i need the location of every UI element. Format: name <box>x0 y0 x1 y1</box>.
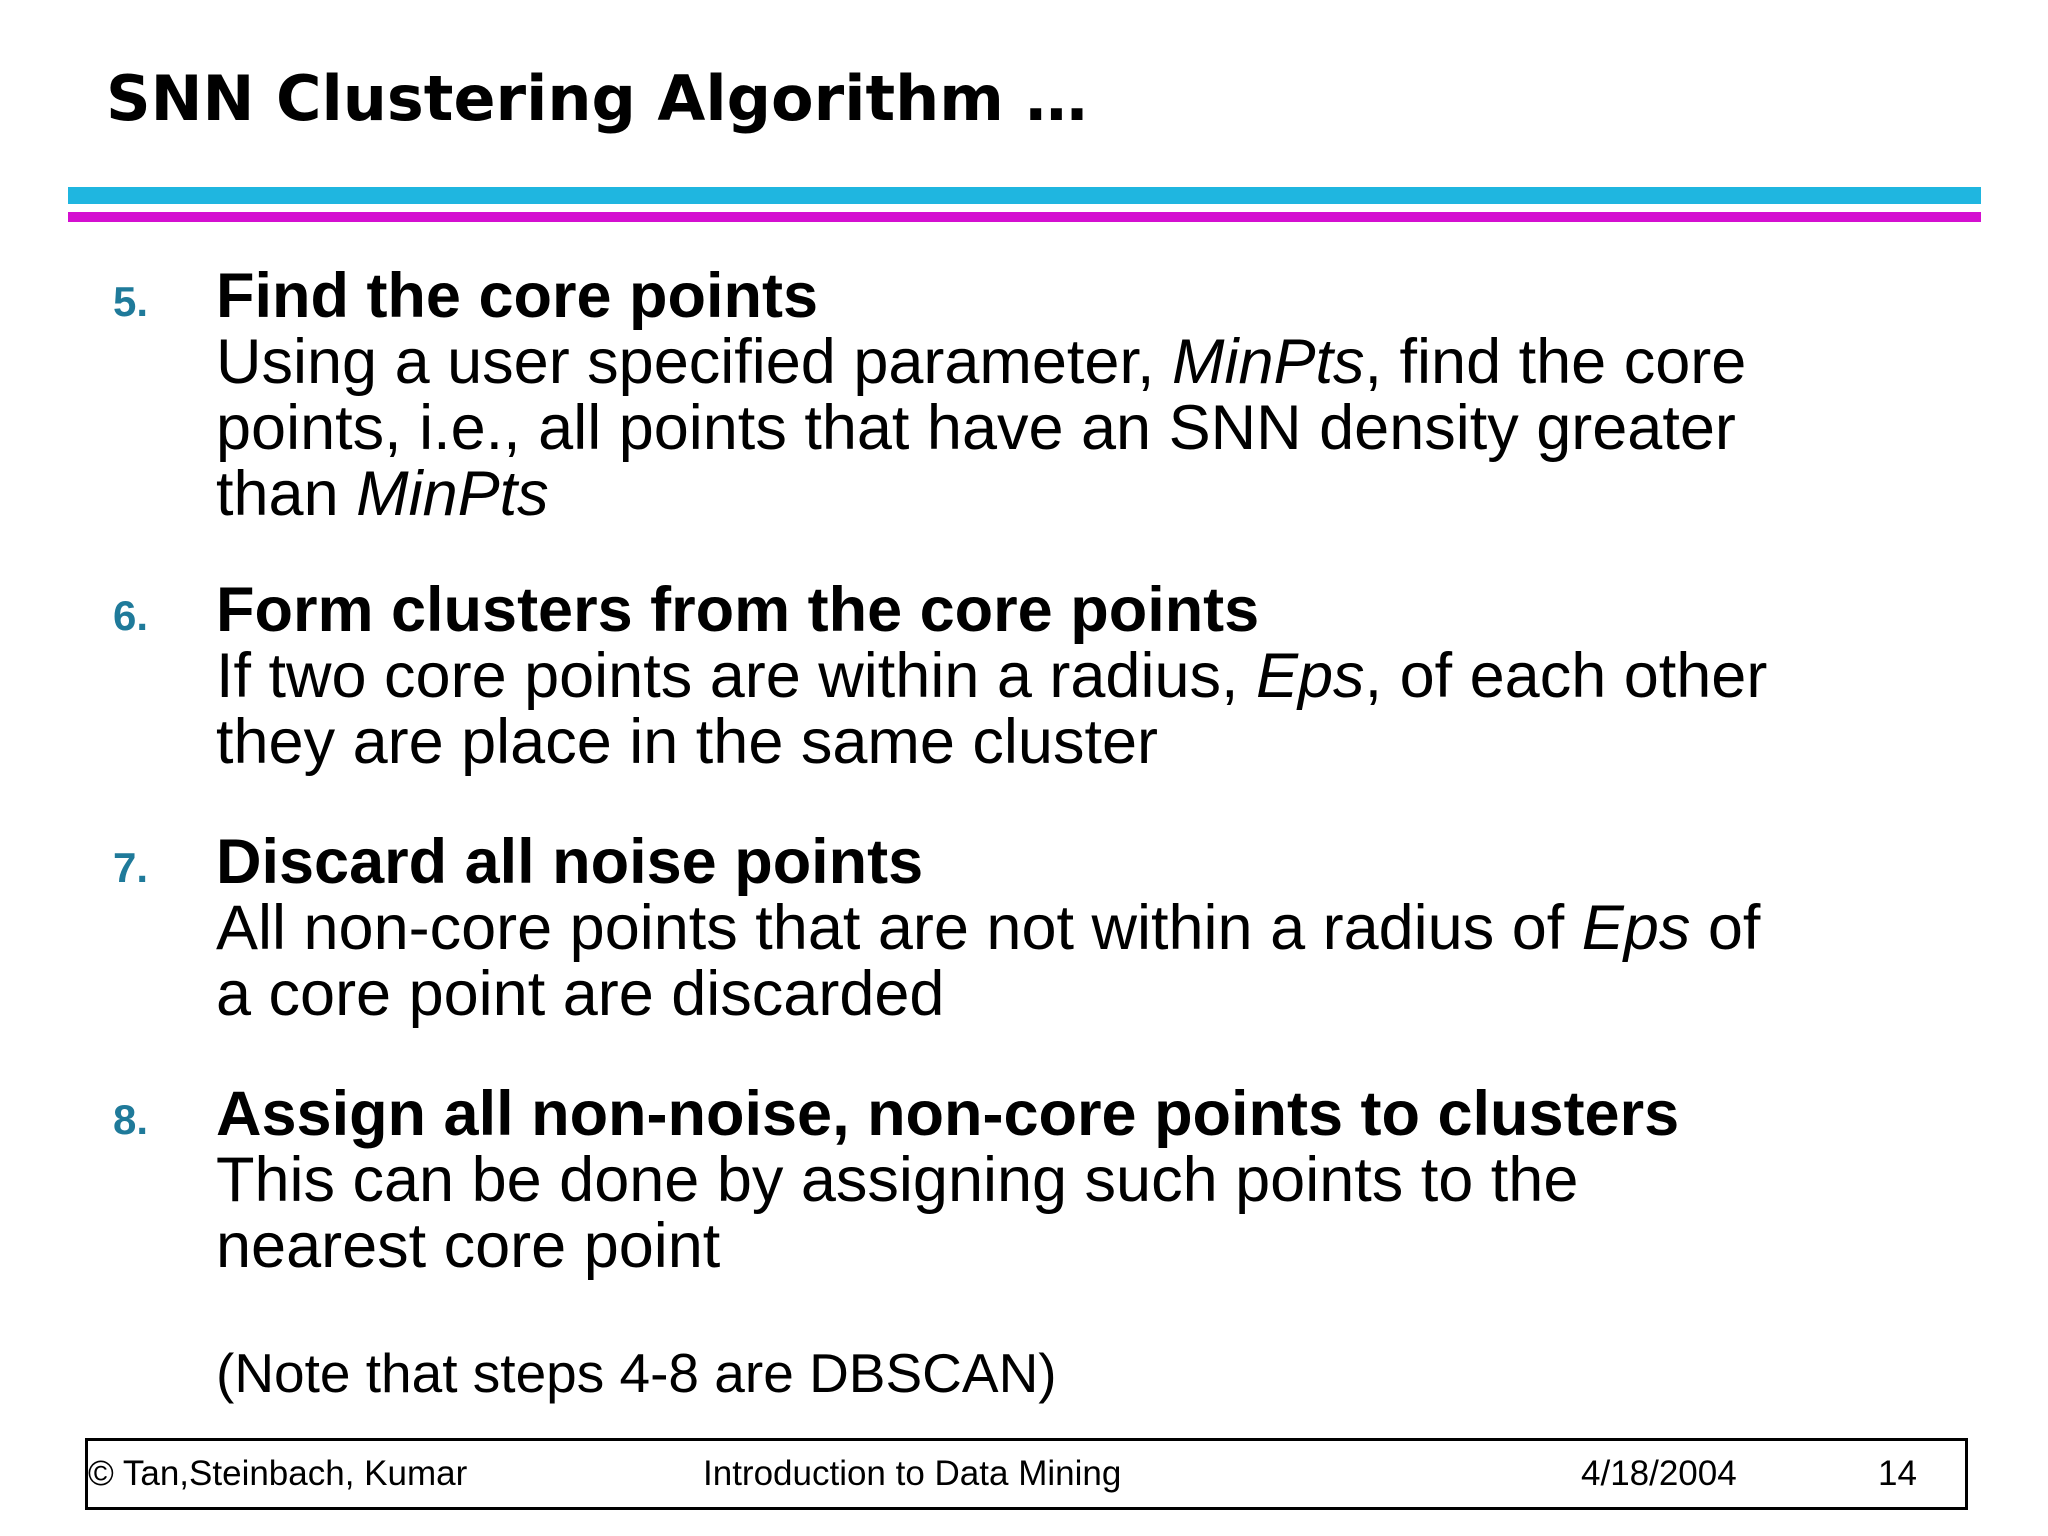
title-rule-magenta <box>68 212 1981 222</box>
dbscan-note: (Note that steps 4-8 are DBSCAN) <box>216 1342 1057 1404</box>
step-body <box>216 329 1956 527</box>
step-number: 8. <box>113 1096 149 1143</box>
step-body-line: they are place in the same cluster <box>216 707 1158 777</box>
step-body <box>216 895 1956 1027</box>
footer-date: 4/18/2004 <box>1581 1454 1737 1493</box>
step-body-line: This can be done by assigning such points to the <box>216 1145 1579 1215</box>
step-heading: Assign all non-noise, non-core points to clusters <box>216 1079 1680 1149</box>
step-body-line: If two core points are within a radius, Eps, of each other <box>216 641 1768 711</box>
step-number: 6. <box>113 592 149 639</box>
step-heading: Find the core points <box>216 261 819 331</box>
step-body-line: than MinPts <box>216 459 549 529</box>
step-body-line: a core point are discarded <box>216 959 945 1029</box>
footer-course: Introduction to Data Mining <box>703 1454 1122 1493</box>
step-body-line: All non-core points that are not within a radius of Eps of <box>216 893 1761 963</box>
slide-footer <box>85 1438 1968 1510</box>
step-heading: Form clusters from the core points <box>216 575 1260 645</box>
slide-title: SNN Clustering Algorithm … <box>106 62 1088 135</box>
step-heading: Discard all noise points <box>216 827 924 897</box>
step-number: 7. <box>113 844 149 891</box>
step-body-line: Using a user specified parameter, MinPts, find the core <box>216 327 1747 397</box>
footer-author: © Tan,Steinbach, Kumar <box>88 1454 468 1493</box>
step-body <box>216 643 1956 775</box>
title-rule-cyan <box>68 187 1981 204</box>
step-number: 5. <box>113 278 149 325</box>
step-body <box>216 1147 1956 1279</box>
step-body-line: nearest core point <box>216 1211 721 1281</box>
step-body-line: points, i.e., all points that have an SNN density greater <box>216 393 1736 463</box>
footer-page-number: 14 <box>1878 1454 1917 1493</box>
